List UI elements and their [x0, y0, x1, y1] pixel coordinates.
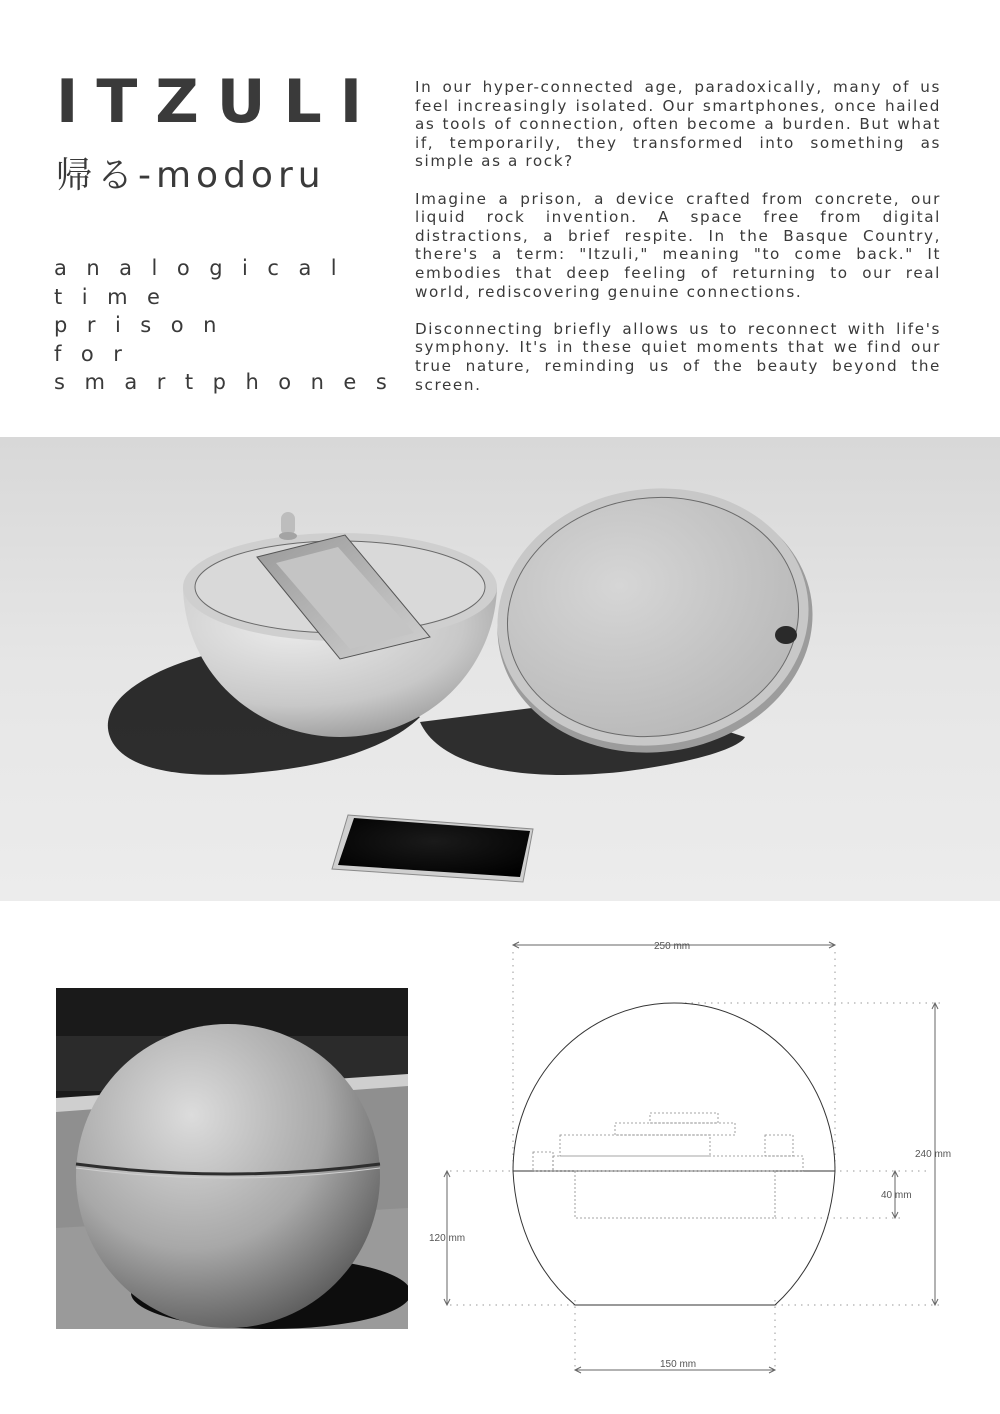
dimension-label-240: 240 mm	[915, 1149, 952, 1160]
hero-render-image	[0, 437, 1000, 901]
page-subtitle: 帰る-modoru	[56, 155, 326, 196]
dimension-label-40: 40 mm	[881, 1190, 912, 1201]
tagline-line: analogical	[54, 256, 357, 280]
tagline	[54, 254, 406, 397]
dimension-label-150: 150 mm	[660, 1359, 697, 1370]
tagline-line: time	[54, 284, 180, 309]
body-paragraph: In our hyper-connected age, paradoxically, many of us feel increasingly isolated. Our smartphones, once hailed as tools of connection, often become a burden. But what if, temporarily, they transformed into something as simple as a rock?	[415, 78, 941, 171]
body-paragraph: Disconnecting briefly allows us to reconnect with life's symphony. It's in these quiet moments that we find our true nature, reminding us of the beauty beyond the screen.	[415, 319, 941, 394]
body-text	[415, 78, 941, 413]
technical-drawing	[420, 930, 980, 1390]
dimension-label-250: 250 mm	[654, 941, 691, 952]
tagline-line: for	[54, 341, 142, 366]
sphere-photo-image	[56, 988, 408, 1329]
body-paragraph: Imagine a prison, a device crafted from concrete, our liquid rock invention. A space free from digital distractions, a brief respite. In the Basque Country, there's a term: "Itzuli," meaning "to come back." It embodies that deep feeling of returning to our real world, rediscovering genuine connections.	[415, 189, 941, 301]
page-title: ITZULI	[56, 67, 381, 137]
tagline-line: smartphones	[54, 370, 407, 394]
dimension-label-120: 120 mm	[429, 1233, 466, 1244]
tagline-line: prison	[54, 313, 236, 337]
